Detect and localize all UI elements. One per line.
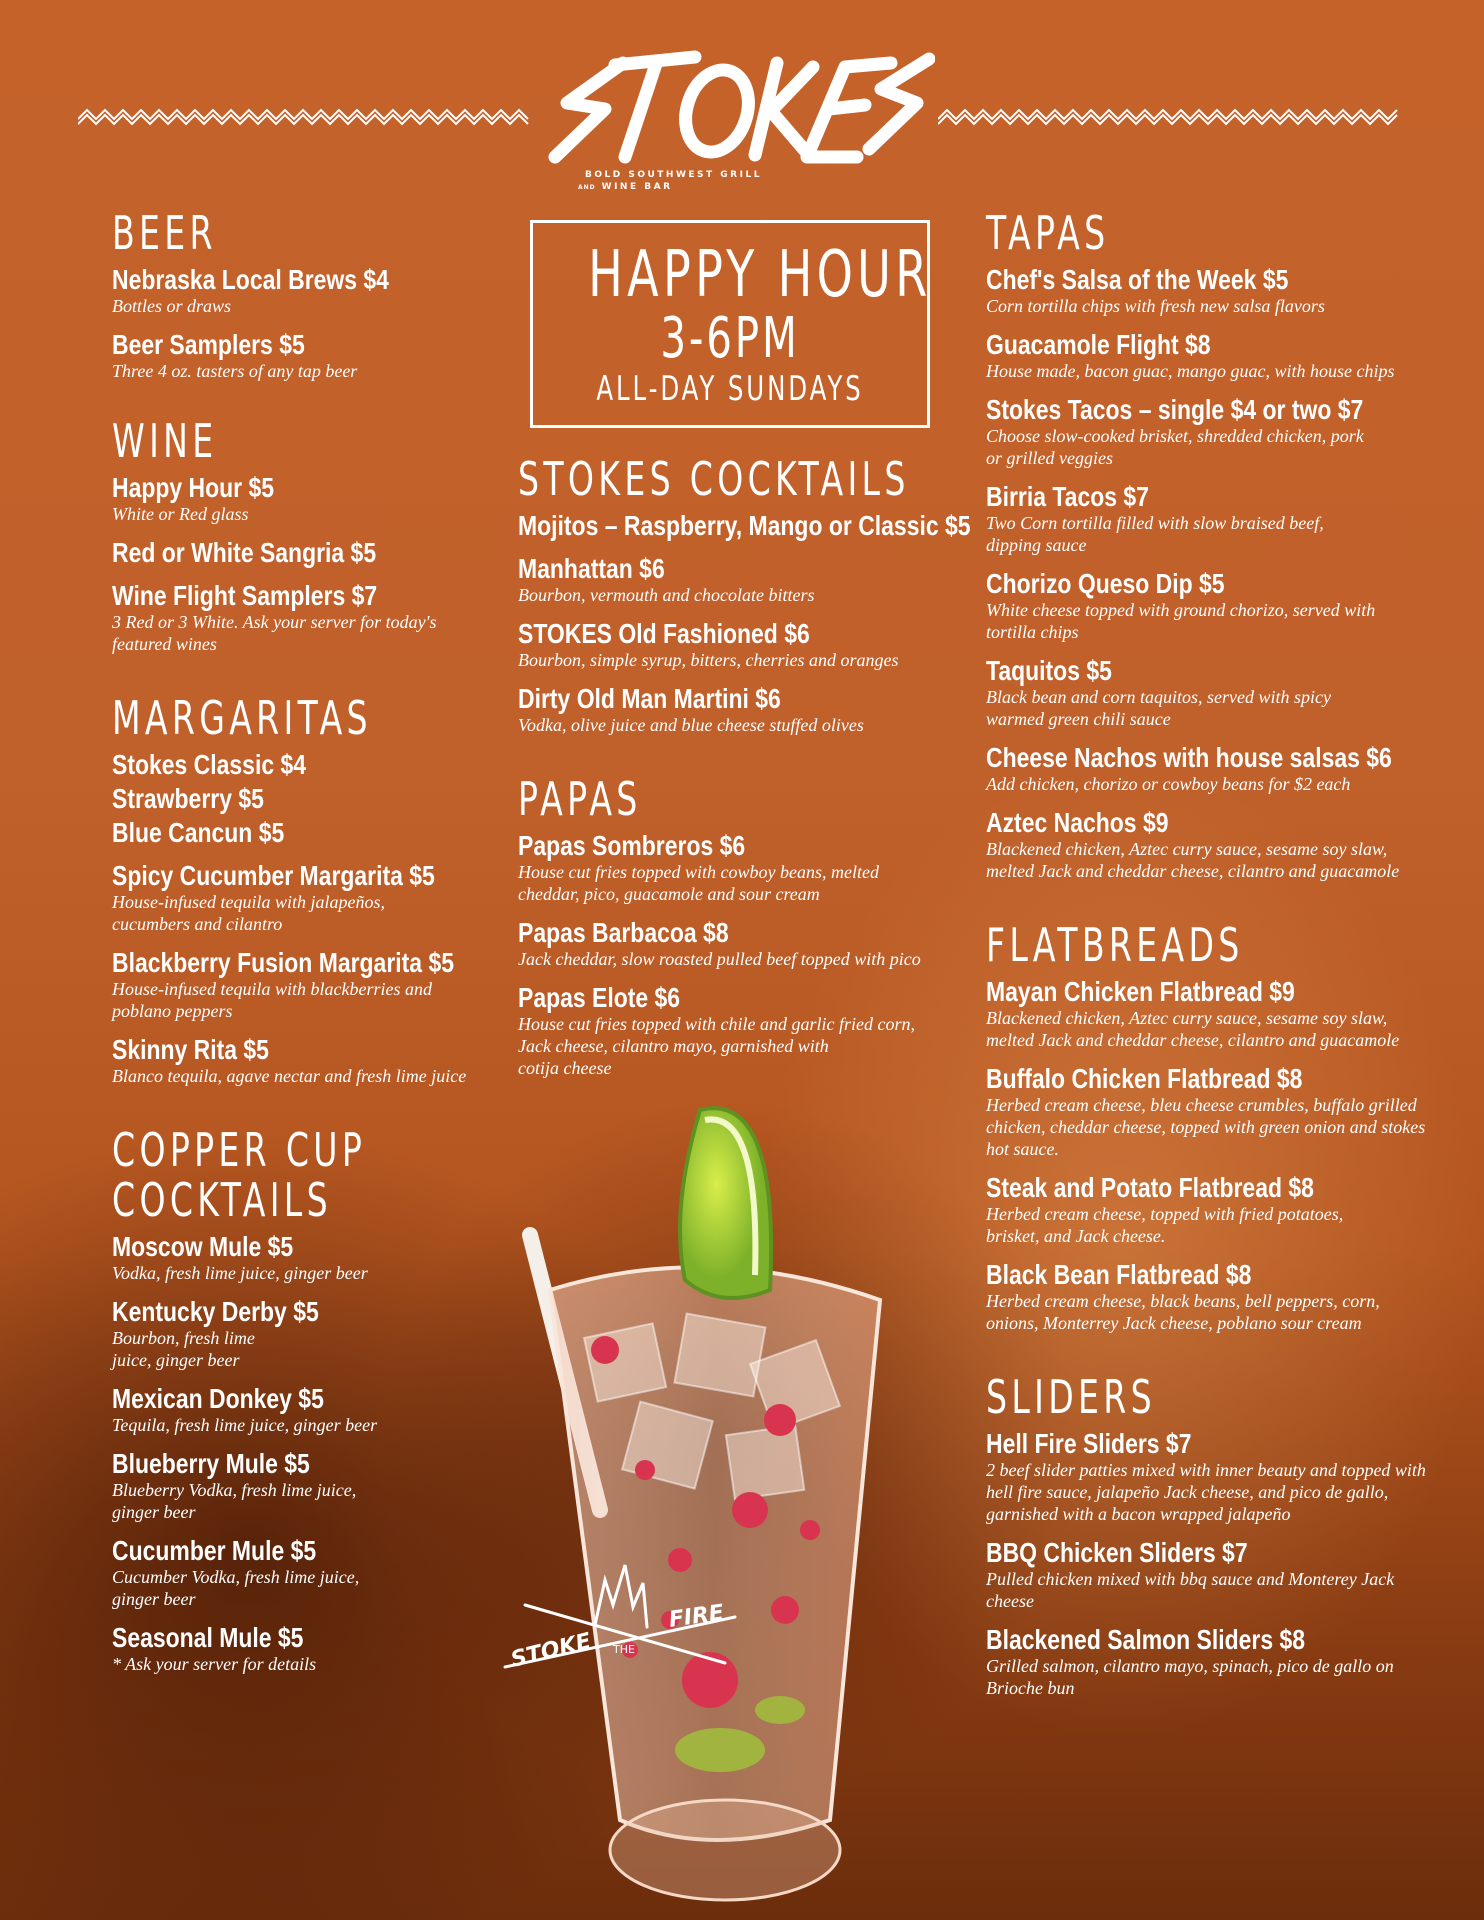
menu-item [518,510,971,541]
item-name: Birria Tacos $7 [986,481,1149,512]
menu-item [518,917,958,970]
signature-the: THE [613,1643,635,1656]
sliders-section [986,1372,1436,1699]
item-desc: White cheese topped with ground chorizo, served with tortilla chips [986,600,1376,642]
item-desc: Add chicken, chorizo or cowboy beans for $2 each [986,774,1351,794]
item-name: Cheese Nachos with house salsas $6 [986,742,1392,773]
happy-hour-time: 3-6PM [660,306,800,371]
menu-item [986,1624,1436,1699]
item-name: Cucumber Mule $5 [112,1535,317,1566]
item-desc: House made, bacon guac, mango guac, with house chips [986,361,1395,381]
item-name: Wine Flight Samplers $7 [112,580,378,611]
menu-item [518,830,958,905]
middle-column [518,452,971,1117]
item-name: Papas Sombreros $6 [518,830,746,861]
item-desc: Herbed cream cheese, bleu cheese crumbles, buffalo grilled chicken, cheddar cheese, topped with green onion and stokes hot sauce. [986,1095,1426,1159]
menu-item [112,1622,512,1675]
menu-item [986,807,1436,882]
menu-item [986,481,1436,556]
item-name: Papas Barbacoa $8 [518,917,729,948]
menu-item [986,394,1436,469]
item-desc: Corn tortilla chips with fresh new salsa flavors [986,296,1325,316]
item-desc: Tequila, fresh lime juice, ginger beer [112,1415,378,1435]
menu-item [986,1537,1436,1612]
menu-item [518,683,958,736]
signature-stoke: STOKE [508,1628,594,1673]
item-desc: Blueberry Vodka, fresh lime juice, ginger beer [112,1480,357,1522]
menu-item [518,982,958,1079]
menu-item [986,329,1436,382]
item-name: Chorizo Queso Dip $5 [986,568,1225,599]
item-name: Blueberry Mule $5 [112,1448,310,1479]
mojito-glass-image [480,1090,950,1920]
item-name: Happy Hour $5 [112,472,275,503]
item-name: Black Bean Flatbread $8 [986,1259,1252,1290]
item-name: Aztec Nachos $9 [986,807,1169,838]
item-desc: Vodka, fresh lime juice, ginger beer [112,1263,368,1283]
papas-title: PAPAS [518,772,642,826]
wine-title: WINE [112,414,218,468]
menu-item [112,1296,512,1371]
margaritas-title: MARGARITAS [112,691,372,745]
item-desc: juice, ginger beer [112,1350,240,1370]
margaritas-section [112,693,512,1087]
item-name: Skinny Rita $5 [112,1034,269,1065]
menu-item [112,860,512,935]
menu-item [112,1535,512,1610]
item-name: STOKES Old Fashioned $6 [518,618,810,649]
item-name: Blackened Salmon Sliders $8 [986,1624,1306,1655]
menu-item [112,947,512,1022]
item-desc: Vodka, olive juice and blue cheese stuffed olives [518,715,864,735]
item-desc: * Ask your server for details [112,1654,317,1674]
menu-item [986,976,1436,1051]
zigzag-border-left [78,108,533,126]
item-desc: Blackened chicken, Aztec curry sauce, sesame soy slaw, melted Jack and cheddar cheese, cilantro and guacamole [986,1008,1400,1050]
item-name: Blackberry Fusion Margarita $5 [112,947,454,978]
tapas-title: TAPAS [986,206,1110,260]
menu-item [112,472,512,525]
tagline-line2 [578,182,673,192]
sliders-title: SLIDERS [986,1370,1156,1424]
item-desc: Two Corn tortilla filled with slow braised beef, dipping sauce [986,513,1324,555]
wine-section [112,416,512,655]
item-desc: Bottles or draws [112,296,232,316]
item-desc: Herbed cream cheese, topped with fried potatoes, brisket, and Jack cheese. [986,1204,1344,1246]
left-column [112,208,512,1713]
item-name: Papas Elote $6 [518,982,681,1013]
copper-title-line2: COCKTAILS [112,1173,332,1227]
item-desc: White or Red glass [112,504,249,524]
stokes-cocktails-section [518,452,971,736]
copper-cup-section [112,1125,512,1675]
item-desc: Blanco tequila, agave nectar and fresh lime juice [112,1066,467,1086]
beer-section [112,208,512,382]
item-name: Mojitos – Raspberry, Mango or Classic $5 [518,510,971,541]
menu-item [112,1448,512,1523]
menu-item [112,1383,512,1436]
menu-item [112,264,512,317]
cocktails-title: STOKES COCKTAILS [518,452,910,506]
tapas-section [986,208,1436,882]
menu-item [986,742,1436,795]
item-name: Guacamole Flight $8 [986,329,1211,360]
menu-item [112,537,512,568]
item-desc: Bourbon, simple syrup, bitters, cherries and oranges [518,650,899,670]
stokes-logo [545,45,935,185]
item-name: Strawberry $5 [112,783,264,814]
tagline-line1: BOLD SOUTHWEST GRILL [585,170,762,180]
item-name: Stokes Classic $4 [112,749,307,780]
menu-item [112,1231,512,1284]
item-name: BBQ Chicken Sliders $7 [986,1537,1248,1568]
item-name: Beer Samplers $5 [112,329,305,360]
item-name: Spicy Cucumber Margarita $5 [112,860,435,891]
happy-hour-box [530,220,930,428]
item-name: Red or White Sangria $5 [112,537,377,568]
item-desc: 2 beef slider patties mixed with inner beauty and topped with hell fire sauce, jalapeño Jack cheese, and pico de gallo, garnished with a bacon wrapped jalapeño [986,1460,1426,1524]
item-desc: Three 4 oz. tasters of any tap beer [112,361,358,381]
beer-title: BEER [112,206,217,260]
tagline-wine-bar: WINE BAR [601,182,673,192]
menu-item [986,1428,1436,1525]
item-name: Dirty Old Man Martini $6 [518,683,781,714]
item-desc: Bourbon, fresh lime [112,1328,255,1348]
menu-item [986,1259,1436,1334]
item-desc: House-infused tequila with jalapeños, cucumbers and cilantro [112,892,385,934]
item-desc: House cut fries topped with chile and garlic fried corn, [518,1014,915,1034]
menu-item [112,580,512,655]
menu-item [518,553,958,606]
item-desc: Grilled salmon, cilantro mayo, spinach, pico de gallo on Brioche bun [986,1656,1394,1698]
item-desc: 3 Red or 3 White. Ask your server for today's featured wines [112,612,437,654]
flatbreads-title: FLATBREADS [986,918,1244,972]
simple-list [112,749,512,848]
item-name: Taquitos $5 [986,655,1112,686]
item-desc: Black bean and corn taquitos, served with spicy warmed green chili sauce [986,687,1331,729]
menu-item [112,329,512,382]
item-name: Mexican Donkey $5 [112,1383,324,1414]
item-name: Moscow Mule $5 [112,1231,294,1262]
menu-item [986,1172,1436,1247]
item-desc: Jack cheese, cilantro mayo, garnished with [518,1036,829,1056]
happy-hour-subtitle: ALL-DAY SUNDAYS [596,369,864,409]
item-name: Steak and Potato Flatbread $8 [986,1172,1314,1203]
item-name: Seasonal Mule $5 [112,1622,304,1653]
menu-item [986,264,1436,317]
item-desc: Herbed cream cheese, black beans, bell peppers, corn, onions, Monterrey Jack cheese, poblano sour cream [986,1291,1380,1333]
item-desc: Cucumber Vodka, fresh lime juice, ginger beer [112,1567,360,1609]
item-name: Blue Cancun $5 [112,817,285,848]
papas-section [518,774,958,1079]
item-name: Chef's Salsa of the Week $5 [986,264,1289,295]
item-name: Buffalo Chicken Flatbread $8 [986,1063,1303,1094]
item-desc: Choose slow-cooked brisket, shredded chicken, pork or grilled veggies [986,426,1364,468]
item-desc: House cut fries topped with cowboy beans, melted cheddar, pico, guacamole and sour cream [518,862,879,904]
item-desc: House-infused tequila with blackberries and poblano peppers [112,979,432,1021]
item-desc: Pulled chicken mixed with bbq sauce and Monterey Jack cheese [986,1569,1395,1611]
item-desc: Blackened chicken, Aztec curry sauce, sesame soy slaw, melted Jack and cheddar cheese, cilantro and guacamole [986,839,1400,881]
item-name: Kentucky Derby $5 [112,1296,319,1327]
stoke-the-fire-signature [495,1555,765,1675]
menu-item [986,1063,1436,1160]
copper-title-line1: COPPER CUP [112,1123,367,1177]
item-name: Hell Fire Sliders $7 [986,1428,1192,1459]
happy-hour-title: HAPPY HOUR [588,238,932,312]
menu-item [112,1034,512,1087]
item-desc: Bourbon, vermouth and chocolate bitters [518,585,815,605]
item-desc: cotija cheese [518,1058,612,1078]
flatbreads-section [986,920,1436,1334]
menu-item [986,568,1436,643]
right-column [986,208,1436,1737]
signature-fire: FIRE [667,1600,726,1633]
item-name: Stokes Tacos – single $4 or two $7 [986,394,1364,425]
menu-item [518,618,958,671]
menu-item [986,655,1436,730]
item-desc: Jack cheddar, slow roasted pulled beef topped with pico [518,949,921,969]
item-name: Mayan Chicken Flatbread $9 [986,976,1295,1007]
tagline-and: AND [578,184,596,191]
zigzag-border-right [938,108,1403,126]
item-name: Manhattan $6 [518,553,665,584]
item-name: Nebraska Local Brews $4 [112,264,389,295]
